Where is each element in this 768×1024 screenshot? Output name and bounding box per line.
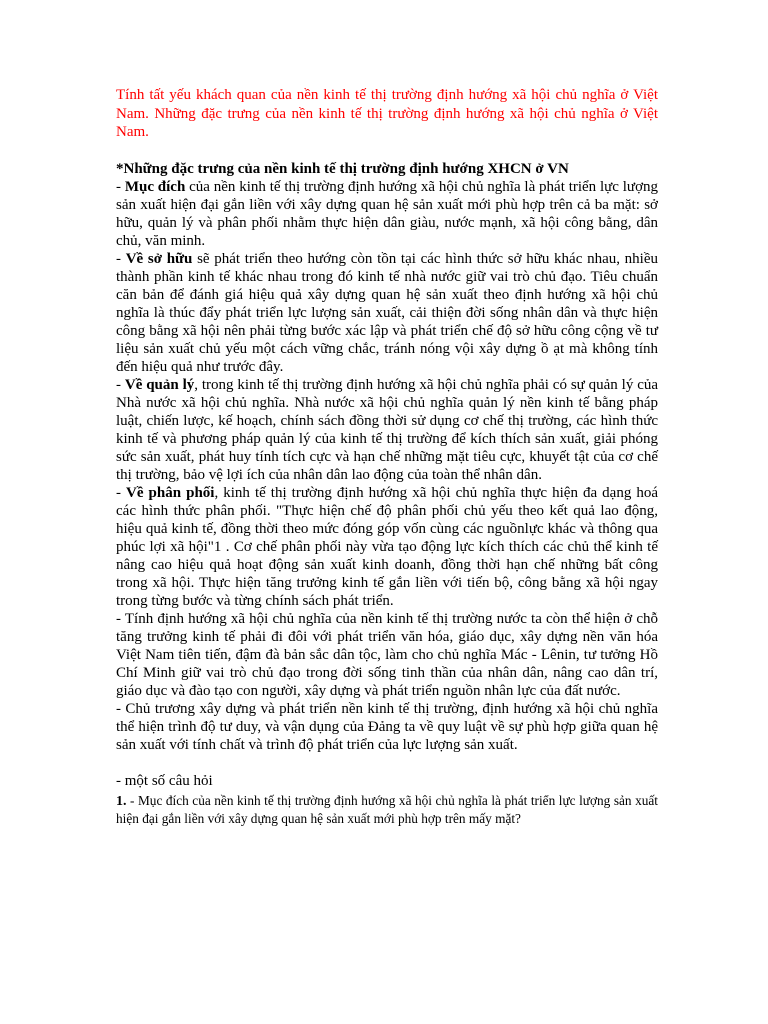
section-heading: *Những đặc trưng của nền kinh tế thị trường định hướng XHCN ở VN (116, 160, 569, 177)
paragraph-text: , trong kinh tế thị trường định hướng xã hội chủ nghĩa phải có sự quản lý của Nhà nước xã hội chủ nghĩa. Nhà nước xã hội chủ nghĩa quản lý nền kinh tế bằng pháp luật, chiến lược, kế hoạch, chính sách đồng thời sử dụng cơ chế thị trường, các hình thức kinh tế và phương pháp quản lý của kinh tế thị trường để kích thích sản xuất, giải phóng sức sản xuất, phát huy tính tích cực và hạn chế những mặt tiêu cực, khuyết tật của cơ chế thị trường, bảo vệ lợi ích của nhân dân lao động của toàn thể nhân dân. (116, 376, 659, 483)
paragraph-prefix: - (116, 178, 125, 195)
paragraph-so-huu (116, 250, 658, 376)
question-1 (116, 792, 658, 827)
term-muc-dich: Mục đích (124, 178, 186, 195)
document-title: Tính tất yếu khách quan của nền kinh tế thị trường định hướng xã hội chủ nghĩa ở Việt Nam. Những đặc trưng của nền kinh tế thị trường định hướng xã hội chủ nghĩa ở Việt Nam. (116, 87, 658, 140)
paragraph-phan-phoi (116, 484, 658, 610)
paragraph-text: , kinh tế thị trường định hướng xã hội chủ nghĩa thực hiện đa dạng hoá các hình thức phân phối. "Thực hiện chế độ phân phối chủ yếu theo kết quả lao động, hiệu quả kinh tế, đồng thời theo mức đóng góp vốn cùng các nguồnlực khác và thông qua phúc lợi xã hội"1 . Cơ chế phân phối này vừa tạo động lực kích thích các chủ thể kinh tế nâng cao hiệu quả hoạt động sản xuất kinh doanh, đồng thời hạn chế những bất công trong xã hội. Thực hiện tăng trưởng kinh tế gắn liền với tiến bộ, công bằng xã hội ngay trong từng bước và từng chính sách phát triển. (116, 484, 659, 609)
question-text: - Mục đích của nền kinh tế thị trường định hướng xã hội chủ nghĩa là phát triển lực lượng sản xuất hiện đại gắn liền với xây dựng quan hệ sản xuất mới phù hợp trên mấy mặt? (116, 792, 658, 826)
paragraph-quan-ly (116, 376, 658, 484)
paragraph-muc-dich (116, 178, 658, 250)
questions-label: - một số câu hỏi (116, 772, 213, 789)
paragraph-dinh-huong: - Tính định hướng xã hội chủ nghĩa của nền kinh tế thị trường nước ta còn thể hiện ở chỗ tăng trưởng kinh tế phải đi đôi với phát triển văn hóa, giáo dục, xây dựng nền văn hóa Việt Nam tiên tiến, đậm đà bản sắc dân tộc, làm cho chủ nghĩa Mác - Lênin, tư tưởng Hồ Chí Minh giữ vai trò chủ đạo trong đời sống tinh thần của nhân dân, nâng cao dân trí, giáo dục và đào tạo con người, xây dựng và phát triển nguồn nhân lực của đất nước. (116, 610, 658, 699)
term-quan-ly: Về quản lý (124, 376, 195, 393)
blank-line (116, 754, 658, 772)
paragraph-chu-truong: - Chủ trương xây dựng và phát triển nền kinh tế thị trường, định hướng xã hội chủ nghĩa thể hiện trình độ tư duy, và vận dụng của Đảng ta về quy luật về sự phù hợp giữa quan hệ sản xuất với tính chất và trình độ phát triển của lực lượng sản xuất. (116, 700, 658, 753)
term-so-huu: Về sở hữu (125, 250, 193, 267)
paragraph-text: sẽ phát triển theo hướng còn tồn tại các hình thức sở hữu khác nhau, nhiều thành phần kinh tế khác nhau trong đó kinh tế nhà nước giữ vai trò chủ đạo. Tiêu chuẩn căn bản để đánh giá hiệu quả xây dựng quan hệ sản xuất theo định hướng xã hội chủ nghĩa là thúc đẩy phát triển lực lượng sản xuất, cải thiện đời sống nhân dân và thực hiện công bằng xã hội nên phải từng bước xác lập và phát triển chế độ sở hữu công cộng về tư liệu sản xuất chủ yếu một cách vững chắc, tránh nóng vội xây dựng ồ ạt mà không tính đến hiệu quả như trước đây. (116, 250, 658, 375)
document-body (116, 160, 658, 827)
question-number: 1. (116, 793, 127, 809)
paragraph-prefix: - (116, 250, 126, 267)
paragraph-prefix: - (116, 484, 127, 501)
term-phan-phoi: Về phân phối (126, 484, 215, 501)
paragraph-text: của nền kinh tế thị trường định hướng xã hội chủ nghĩa là phát triển lực lượng sản xuất hiện đại gắn liền với xây dựng quan hệ sản xuất mới phù hợp trên cả ba mặt: sở hữu, quản lý và phân phối nhằm thực hiện dân giàu, nước mạnh, xã hội công bằng, dân chủ, văn minh. (116, 178, 658, 249)
paragraph-prefix: - (116, 376, 125, 393)
